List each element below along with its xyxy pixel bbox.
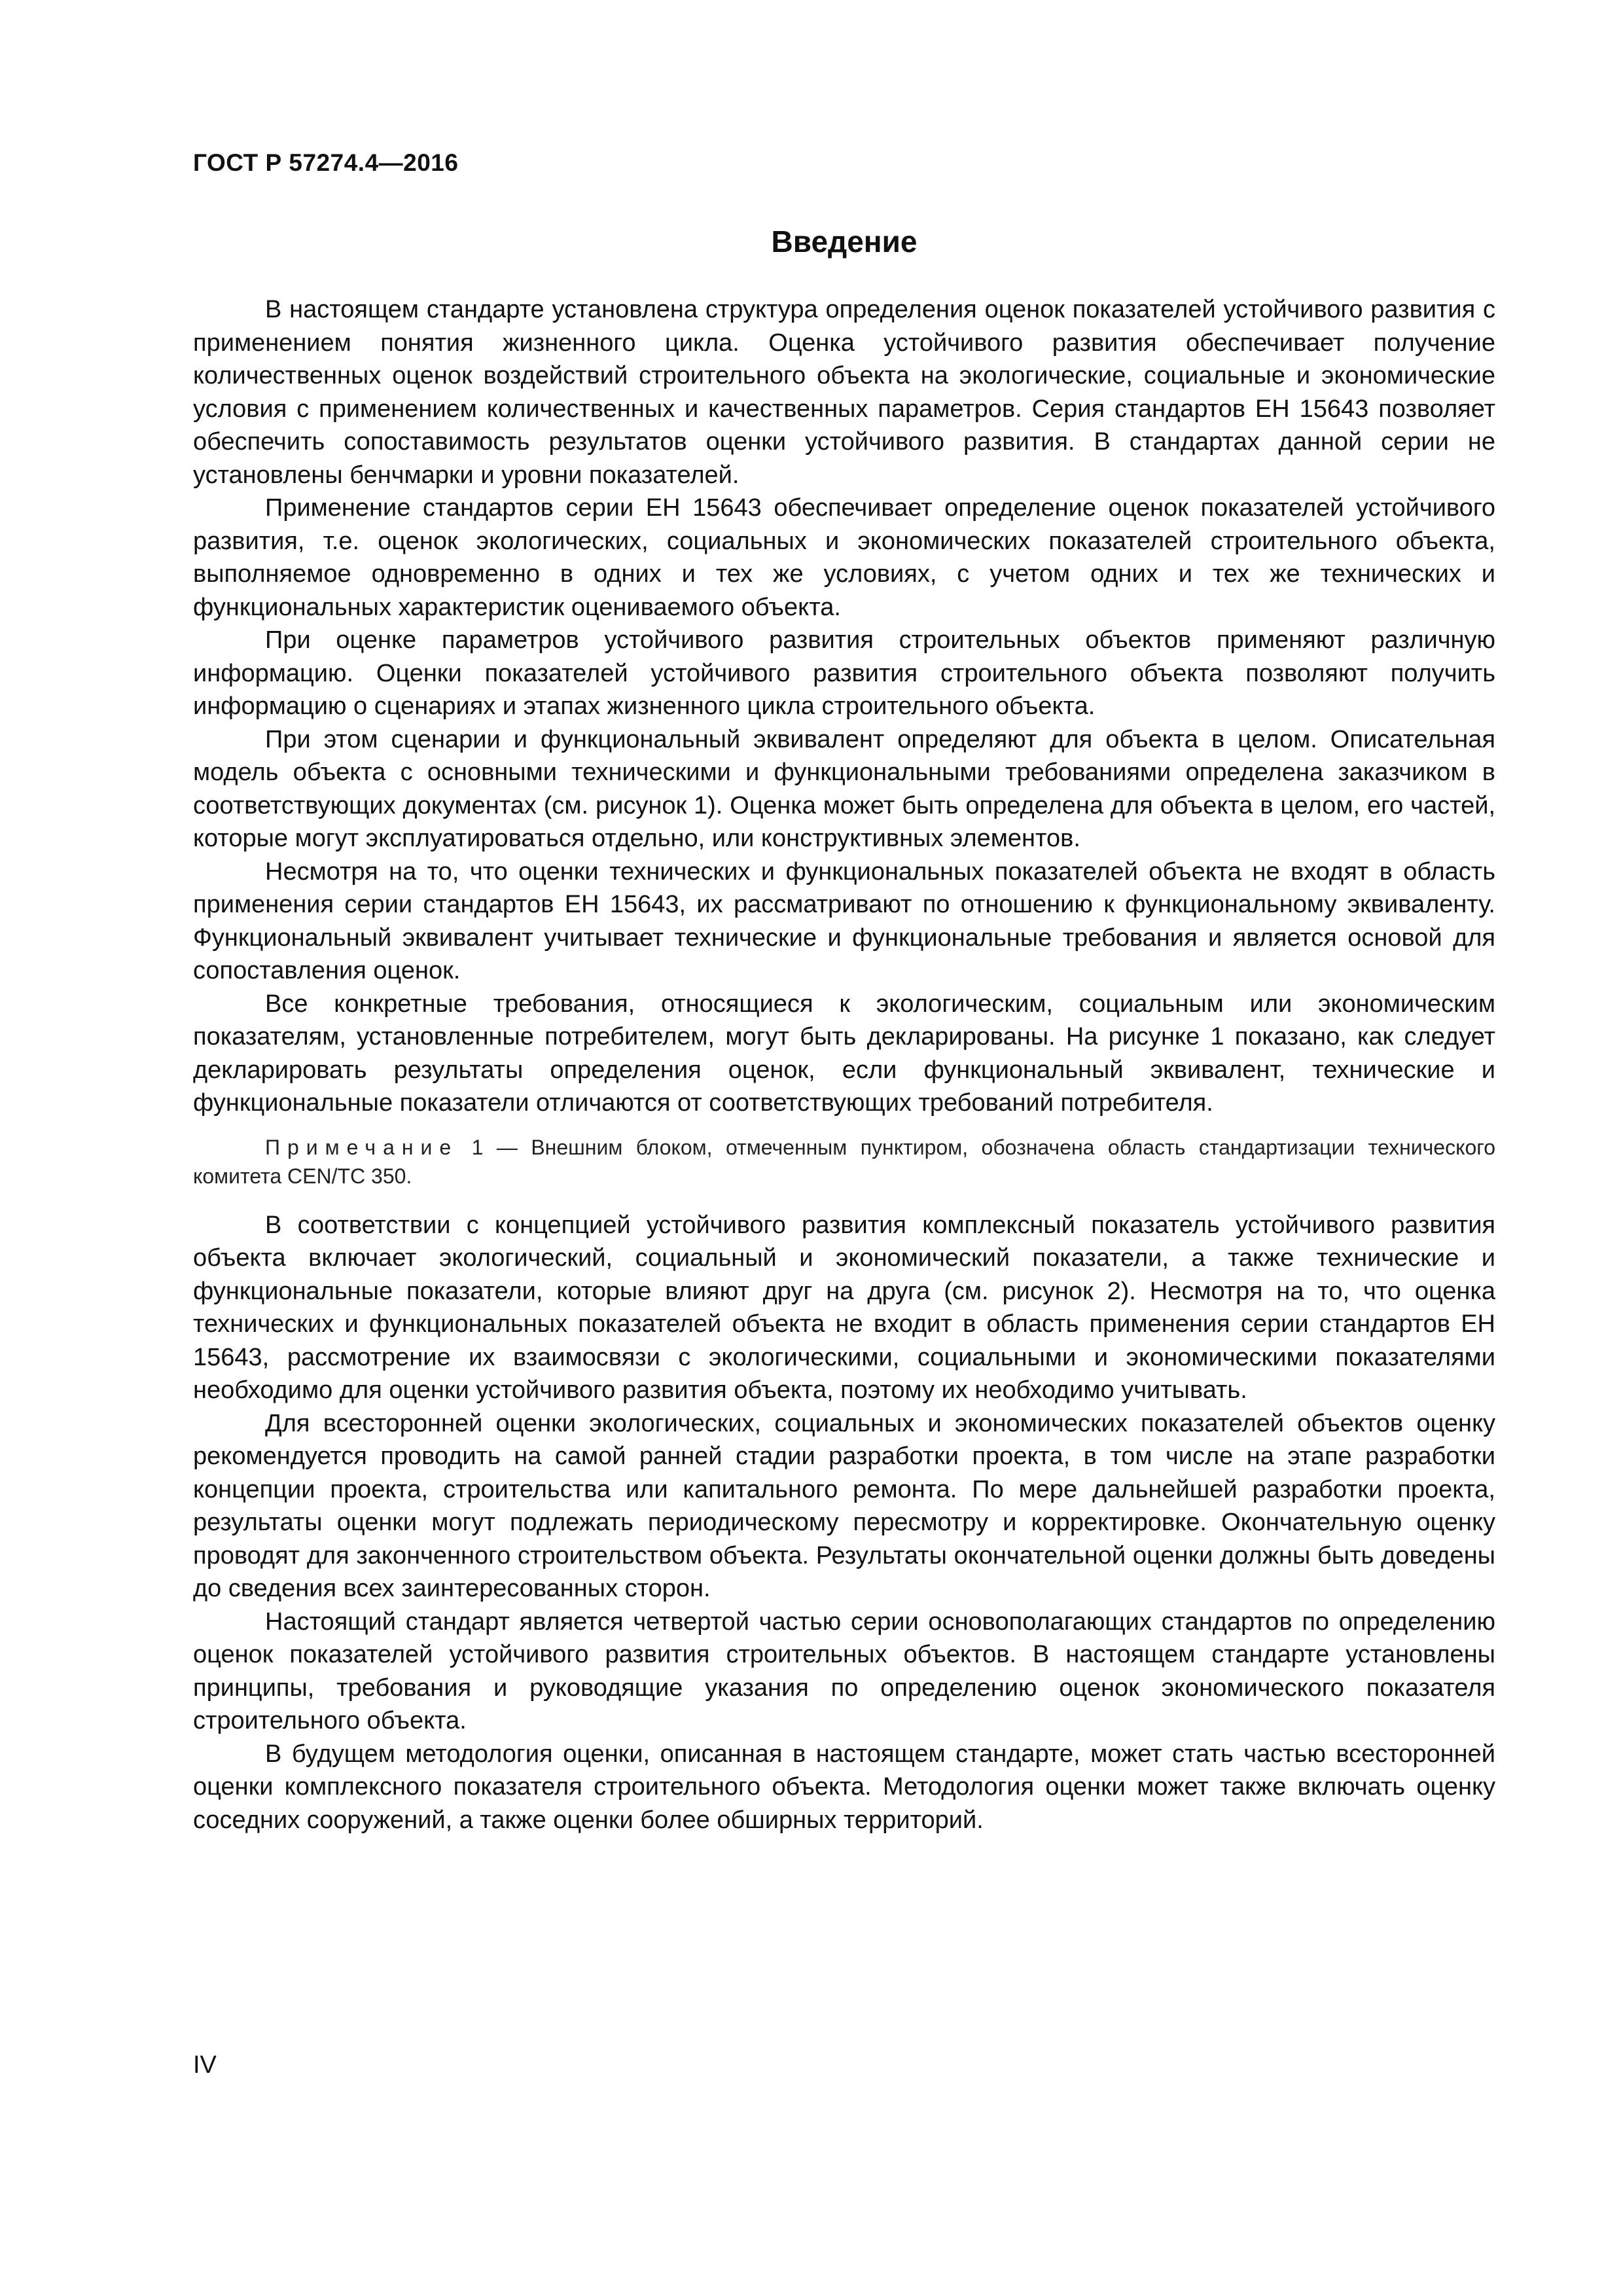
paragraph-8: Для всесторонней оценки экологических, социальных и экономических показателей объектов оценку рекомендуется проводить на самой ранней стадии разработки проекта, в том числе на этапе разработки концепции проекта, строительства или капитального ремонта. По мере дальнейшей разработки проекта, результаты оценки могут подлежать периодическому пересмотру и корректировке. Окончательную оценку проводят для законченного строительством объекта. Результаты окончательной оценки должны быть доведены до сведения всех заинтересованных сторон. — [193, 1409, 1495, 1602]
paragraph-7: В соответствии с концепцией устойчивого развития комплексный показатель устойчивого развития объекта включает экологический, социальный и экономический показатели, а также технические и функциональные показатели, которые влияют друг на друга (см. рисунок 2). Несмотря на то, что оценка технических и функциональных показателей объекта не входит в область применения серии стандартов ЕН 15643, рассмотрение их взаимосвязи с экологическими, социальными и экономическими показателями необходимо для оценки устойчивого развития объекта, поэтому их необходимо учитывать. — [193, 1211, 1495, 1404]
paragraph-6: Все конкретные требования, относящиеся к экологическим, социальным или экономическим показателям, установленные потребителем, могут быть декларированы. На рисунке 1 показано, как следует декларировать результаты определения оценок, если функциональный эквивалент, технические и функциональные показатели отличаются от соответствующих требований потребителя. — [193, 990, 1495, 1117]
note — [193, 1133, 1495, 1191]
paragraph-10: В будущем методология оценки, описанная в настоящем стандарте, может стать частью всесторонней оценки комплексного показателя строительного объекта. Методология оценки может также включать оценку соседних сооружений, а также оценки более обширных территорий. — [193, 1740, 1495, 1834]
section-title: Введение — [771, 224, 918, 259]
paragraph-5: Несмотря на то, что оценки технических и функциональных показателей объекта не входят в область применения серии стандартов ЕН 15643, их рассматривают по отношению к функциональному эквиваленту. Функциональный эквивалент учитывает технические и функциональные требования и является основой для сопоставления оценок. — [193, 857, 1495, 984]
paragraph-1: В настоящем стандарте установлена структура определения оценок показателей устойчивого развития с применением понятия жизненного цикла. Оценка устойчивого развития обеспечивает получение количественных оценок воздействий строительного объекта на экологические, социальные и экономические условия с применением количественных и качественных параметров. Серия стандартов ЕН 15643 позволяет обеспечить сопоставимость результатов оценки устойчивого развития. В стандартах данной серии не установлены бенчмарки и уровни показателей. — [193, 296, 1495, 489]
note-text: 1 — Внешним блоком, отмеченным пунктиром, обозначена область стандартизации технического комитета CEN/TC 350. — [193, 1135, 1495, 1188]
paragraph-9: Настоящий стандарт является четвертой частью серии основополагающих стандартов по определению оценок показателей устойчивого развития строительных объектов. В настоящем стандарте установлены принципы, требования и руководящие указания по определению оценок экономического показателя строительного объекта. — [193, 1607, 1495, 1734]
document-code: ГОСТ Р 57274.4—2016 — [193, 149, 459, 176]
document-body — [193, 293, 1495, 1837]
paragraph-4: При этом сценарии и функциональный эквивалент определяют для объекта в целом. Описательная модель объекта с основными техническими и функциональными требованиями определена заказчиком в соответствующих документах (см. рисунок 1). Оценка может быть определена для объекта в целом, его частей, которые могут эксплуатироваться отдельно, или конструктивных элементов. — [193, 725, 1495, 852]
note-label: Примечание — [265, 1135, 459, 1159]
paragraph-2: Применение стандартов серии ЕН 15643 обеспечивает определение оценок показателей устойчивого развития, т.е. оценок экологических, социальных и экономических показателей строительного объекта, выполняемое одновременно в одних и тех же условиях, с учетом одних и тех же технических и функциональных характеристик оцениваемого объекта. — [193, 494, 1495, 621]
paragraph-3: При оценке параметров устойчивого развития строительных объектов применяют различную информацию. Оценки показателей устойчивого развития строительного объекта позволяют получить информацию о сценариях и этапах жизненного цикла строительного объекта. — [193, 626, 1495, 720]
page-number: IV — [193, 2051, 217, 2079]
